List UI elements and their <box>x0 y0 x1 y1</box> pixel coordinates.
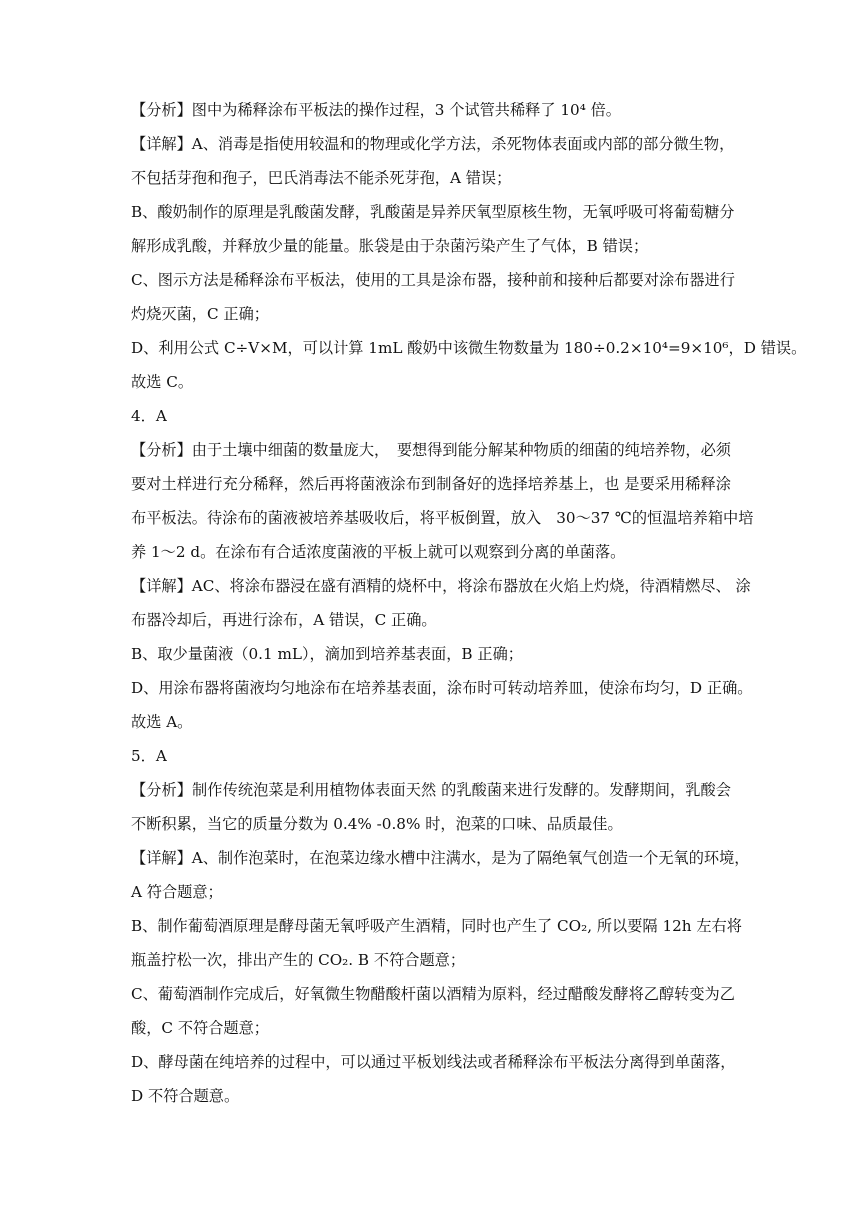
text-line: A 符合题意； <box>131 883 223 901</box>
text-line: D、利用公式 C÷V×M，可以计算 1mL 酸奶中该微生物数量为 180÷0.2×10⁴=9×10⁶，D 错误。 <box>131 339 807 357</box>
text-line: 解形成乳酸，并释放少量的能量。胀袋是由于杂菌污染产生了气体，B 错误； <box>131 237 649 255</box>
text-line: 布器冷却后，再进行涂布，A 错误，C 正确。 <box>131 611 437 629</box>
text-line: B、制作葡萄酒原理是酵母菌无氧呼吸产生酒精，同时也产生了 CO₂, 所以要隔 12h 左右将 <box>131 917 742 935</box>
text-line: B、取少量菌液（0.1 mL），滴加到培养基表面，B 正确； <box>131 645 523 663</box>
text-line: D 不符合题意。 <box>131 1087 240 1105</box>
text-line: 灼烧灭菌，C 正确； <box>131 305 269 323</box>
text-line: C、图示方法是稀释涂布平板法，使用的工具是涂布器，接种前和接种后都要对涂布器进行 <box>131 271 735 289</box>
text-line: 【分析】图中为稀释涂布平板法的操作过程，3 个试管共稀释了 10⁴ 倍。 <box>131 101 621 119</box>
text-line: 要对土样进行充分稀释，然后再将菌液涂布到制备好的选择培养基上，也 是要采用稀释涂 <box>131 475 731 493</box>
text-line: D、用涂布器将菌液均匀地涂布在培养基表面，涂布时可转动培养皿，使涂布均匀，D 正确。 <box>131 679 753 697</box>
text-line: 【分析】由于土壤中细菌的数量庞大， 要想得到能分解某种物质的细菌的纯培养物，必须 <box>131 441 731 459</box>
text-line: 瓶盖拧松一次，排出产生的 CO₂. B 不符合题意； <box>131 951 466 969</box>
text-line: 故选 C。 <box>131 373 194 391</box>
text-line: C、葡萄酒制作完成后，好氧微生物醋酸杆菌以酒精为原料，经过醋酸发酵将乙醇转变为乙 <box>131 985 735 1003</box>
text-line: D、酵母菌在纯培养的过程中，可以通过平板划线法或者稀释涂布平板法分离得到单菌落， <box>131 1053 736 1071</box>
text-line: 【详解】AC、将涂布器浸在盛有酒精的烧杯中，将涂布器放在火焰上灼烧，待酒精燃尽、 涂 <box>131 577 751 595</box>
text-line: 故选 A。 <box>131 713 193 731</box>
text-line: 【详解】A、消毒是指使用较温和的物理或化学方法，杀死物体表面或内部的部分微生物， <box>131 135 735 153</box>
text-line: B、酸奶制作的原理是乳酸菌发酵，乳酸菌是异养厌氧型原核生物，无氧呼吸可将葡萄糖分 <box>131 203 735 221</box>
text-line: 酸，C 不符合题意； <box>131 1019 269 1037</box>
text-line: 布平板法。待涂布的菌液被培养基吸收后，将平板倒置，放入 30～37 ℃的恒温培养箱中培 <box>131 509 754 527</box>
text-line: 5．A <box>131 747 167 765</box>
text-line: 养 1～2 d。在涂布有合适浓度菌液的平板上就可以观察到分离的单菌落。 <box>131 543 626 561</box>
text-line: 【分析】制作传统泡菜是利用植物体表面天然 的乳酸菌来进行发酵的。发酵期间，乳酸会 <box>131 781 731 799</box>
text-line: 4．A <box>131 407 167 425</box>
text-line: 不断积累，当它的质量分数为 0.4% -0.8% 时，泡菜的口味、品质最佳。 <box>131 815 623 833</box>
text-line: 不包括芽孢和孢子，巴氏消毒法不能杀死芽孢，A 错误； <box>131 169 512 187</box>
text-line: 【详解】A、制作泡菜时，在泡菜边缘水槽中注满水，是为了隔绝氧气创造一个无氧的环境， <box>131 849 750 867</box>
